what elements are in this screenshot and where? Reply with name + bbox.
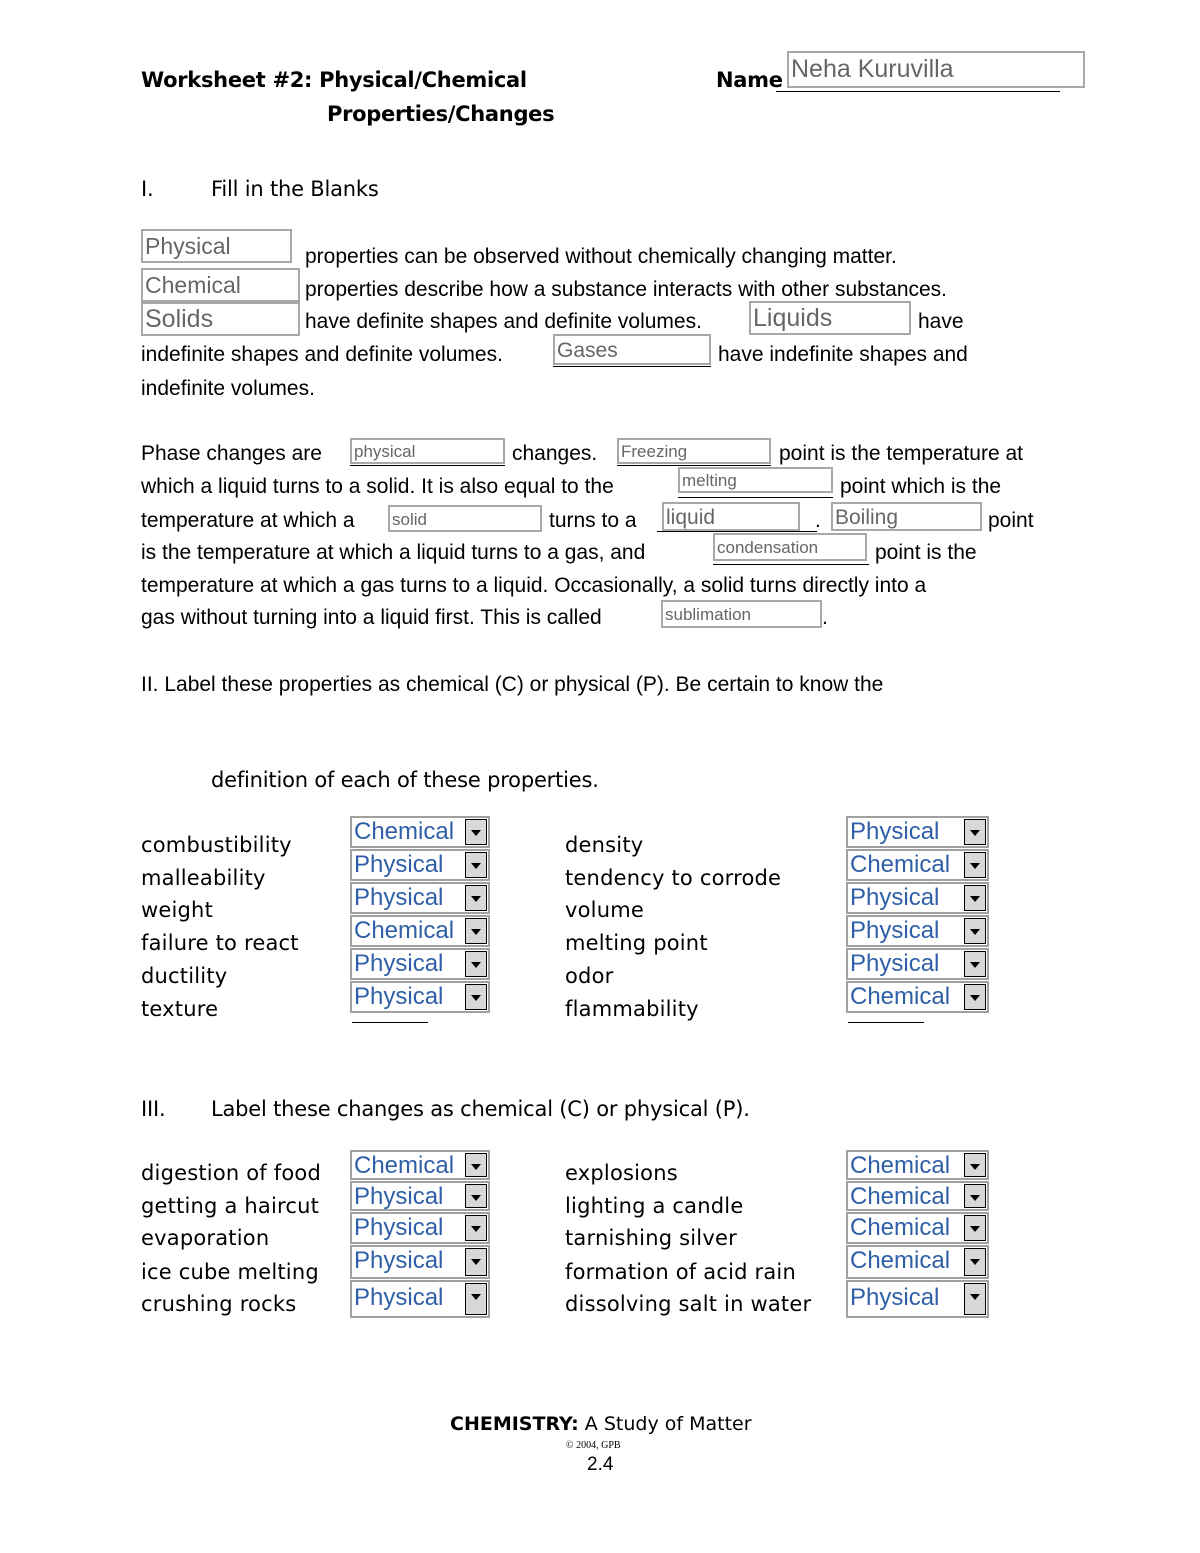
phase-text-1: Phase changes are (141, 442, 322, 465)
name-input[interactable]: Neha Kuruvilla (787, 51, 1085, 88)
select-value: Physical (850, 917, 940, 944)
select-value: Physical (354, 1284, 444, 1311)
property-select[interactable] (350, 882, 490, 914)
footer-copyright: © 2004, GPB (566, 1440, 621, 1451)
footer-book-rest: A Study of Matter (584, 1413, 752, 1435)
blank-solid[interactable]: solid (388, 505, 542, 532)
liquid-underline (657, 531, 817, 532)
chevron-down-icon[interactable] (465, 951, 487, 977)
property-label: volume (565, 898, 644, 922)
select-value: Physical (354, 851, 444, 878)
chevron-down-icon[interactable] (465, 1184, 487, 1208)
change-select[interactable] (350, 1245, 490, 1279)
select-value: Chemical (850, 1247, 951, 1274)
property-label: failure to react (141, 931, 299, 955)
change-label: evaporation (141, 1226, 270, 1250)
select-value: Chemical (850, 1214, 951, 1241)
change-label: dissolving salt in water (565, 1292, 812, 1316)
change-label: tarnishing silver (565, 1226, 737, 1250)
section1-heading: Fill in the Blanks (211, 177, 379, 201)
chevron-down-icon[interactable] (465, 1283, 487, 1315)
select-value: Physical (354, 1247, 444, 1274)
change-dropdowns-right (846, 1150, 989, 1319)
chevron-down-icon[interactable] (964, 1153, 986, 1177)
property-select[interactable] (846, 915, 989, 947)
chevron-down-icon[interactable] (465, 885, 487, 911)
blank-melting[interactable]: melting (678, 467, 833, 493)
chevron-down-icon[interactable] (465, 852, 487, 878)
worksheet-title: Worksheet #2: Physical/Chemical (141, 68, 527, 92)
select-value: Chemical (354, 917, 455, 944)
right-answer-underline (848, 1022, 924, 1023)
blank-sublimation[interactable]: sublimation (661, 600, 822, 628)
footer-book-title (450, 1413, 752, 1435)
sentence-liquids-rest: indefinite shapes and definite volumes. (141, 343, 503, 366)
select-value: Chemical (850, 851, 951, 878)
chevron-down-icon[interactable] (964, 1184, 986, 1208)
select-value: Physical (850, 950, 940, 977)
phase-text-5: point which is the (840, 475, 1002, 498)
sentence-solids: have definite shapes and definite volumes. (305, 310, 702, 333)
blank-liquids[interactable]: Liquids (749, 301, 911, 335)
section3-heading: Label these changes as chemical (C) or physical (P). (211, 1097, 750, 1121)
change-select[interactable] (846, 1212, 989, 1244)
property-label: malleability (141, 866, 266, 890)
property-select[interactable] (846, 948, 989, 980)
phase-text-2: changes. (512, 442, 598, 465)
change-label: digestion of food (141, 1161, 321, 1185)
select-value: Chemical (850, 1152, 951, 1179)
chevron-down-icon[interactable] (465, 819, 487, 845)
blank-condensation[interactable]: condensation (713, 533, 867, 561)
change-select[interactable] (846, 1150, 989, 1180)
select-value: Physical (354, 1183, 444, 1210)
chevron-down-icon[interactable] (964, 918, 986, 944)
chevron-down-icon[interactable] (465, 918, 487, 944)
page-number: 2.4 (587, 1454, 614, 1475)
change-select[interactable] (350, 1181, 490, 1211)
select-value: Chemical (850, 983, 951, 1010)
chevron-down-icon[interactable] (964, 1248, 986, 1276)
sentence-gases-rest: indefinite volumes. (141, 377, 315, 400)
melting-underline (678, 497, 833, 498)
chevron-down-icon[interactable] (964, 885, 986, 911)
blank-gases[interactable]: Gases (553, 334, 711, 365)
change-label: getting a haircut (141, 1194, 320, 1218)
property-select[interactable] (350, 948, 490, 980)
name-underline (776, 91, 1060, 92)
property-label: odor (565, 964, 614, 988)
change-label: crushing rocks (141, 1292, 297, 1316)
change-select[interactable] (846, 1181, 989, 1211)
property-label: flammability (565, 997, 699, 1021)
phase-text-12: temperature at which a gas turns to a liquid. Occasionally, a solid turns directly into a (141, 574, 927, 597)
condensation-underline (713, 564, 869, 565)
property-select[interactable] (846, 849, 989, 881)
property-select[interactable] (846, 981, 989, 1013)
phase-text-9: point (988, 509, 1034, 532)
select-value: Chemical (354, 1152, 455, 1179)
property-select[interactable] (350, 981, 490, 1013)
section1-number: I. (141, 177, 154, 201)
select-value: Physical (354, 983, 444, 1010)
phase-text-11: point is the (875, 541, 977, 564)
sentence-gases: have indefinite shapes and (718, 343, 968, 366)
chevron-down-icon[interactable] (964, 984, 986, 1010)
blank-solids[interactable]: Solids (141, 302, 300, 336)
phase-text-3: point is the temperature at (779, 442, 1023, 465)
physical-underline (350, 465, 505, 466)
chevron-down-icon[interactable] (465, 1153, 487, 1177)
section2-intro: II. Label these properties as chemical (C) or physical (P). Be certain to know the (141, 673, 884, 696)
select-value: Physical (354, 950, 444, 977)
select-value: Chemical (354, 818, 455, 845)
property-label: texture (141, 997, 219, 1021)
property-select[interactable] (350, 816, 490, 848)
change-select[interactable] (350, 1150, 490, 1180)
chevron-down-icon[interactable] (465, 1248, 487, 1276)
gases-underline (553, 366, 711, 367)
blank-boiling[interactable]: Boiling (831, 502, 982, 531)
change-select[interactable] (350, 1280, 490, 1318)
property-select[interactable] (846, 882, 989, 914)
phase-text-13: gas without turning into a liquid first. This is called (141, 606, 602, 629)
phase-text-8: . (815, 509, 821, 532)
sentence-physical: properties can be observed without chemically changing matter. (305, 245, 897, 268)
change-select[interactable] (846, 1245, 989, 1279)
chevron-down-icon[interactable] (964, 951, 986, 977)
change-label: explosions (565, 1161, 678, 1185)
phase-text-10: is the temperature at which a liquid turns to a gas, and (141, 541, 646, 564)
blank-freezing[interactable]: Freezing (617, 438, 771, 464)
chevron-down-icon[interactable] (964, 1283, 986, 1315)
chevron-down-icon[interactable] (964, 852, 986, 878)
property-select[interactable] (350, 915, 490, 947)
footer-book-bold: CHEMISTRY: (450, 1413, 579, 1435)
change-label: ice cube melting (141, 1260, 319, 1284)
left-answer-underline (352, 1022, 428, 1023)
property-select[interactable] (350, 849, 490, 881)
blank-chemical-properties[interactable]: Chemical (141, 268, 300, 302)
select-value: Physical (354, 884, 444, 911)
change-select[interactable] (350, 1212, 490, 1244)
phase-text-6: temperature at which a (141, 509, 355, 532)
change-label: lighting a candle (565, 1194, 744, 1218)
chevron-down-icon[interactable] (465, 984, 487, 1010)
worksheet-subtitle: Properties/Changes (327, 102, 555, 126)
property-select[interactable] (846, 816, 989, 848)
sentence-chemical: properties describe how a substance interacts with other substances. (305, 278, 948, 301)
change-dropdowns-left (350, 1150, 490, 1319)
property-dropdowns-left (350, 816, 490, 1014)
chevron-down-icon[interactable] (964, 819, 986, 845)
phase-text-7: turns to a (549, 509, 637, 532)
section3-number: III. (141, 1097, 166, 1121)
blank-phase-physical[interactable]: physical (350, 438, 505, 464)
phase-text-14: . (822, 606, 828, 629)
select-value: Physical (354, 1214, 444, 1241)
name-label: Name (716, 68, 783, 92)
section2-intro-2: definition of each of these properties. (211, 768, 599, 792)
property-dropdowns-right (846, 816, 989, 1014)
property-label: ductility (141, 964, 228, 988)
property-label: weight (141, 898, 214, 922)
select-value: Chemical (850, 1183, 951, 1210)
chevron-down-icon[interactable] (964, 1215, 986, 1241)
property-label: melting point (565, 931, 708, 955)
blank-liquid[interactable]: liquid (662, 502, 800, 531)
property-label: combustibility (141, 833, 292, 857)
select-value: Physical (850, 818, 940, 845)
freezing-underline (617, 465, 771, 466)
select-value: Physical (850, 884, 940, 911)
change-label: formation of acid rain (565, 1260, 796, 1284)
blank-physical-properties[interactable]: Physical (141, 229, 292, 263)
phase-text-4: which a liquid turns to a solid. It is also equal to the (141, 475, 614, 498)
chevron-down-icon[interactable] (465, 1215, 487, 1241)
property-label: tendency to corrode (565, 866, 782, 890)
select-value: Physical (850, 1284, 940, 1311)
change-select[interactable] (846, 1280, 989, 1318)
property-label: density (565, 833, 644, 857)
sentence-liquids-have: have (918, 310, 964, 333)
